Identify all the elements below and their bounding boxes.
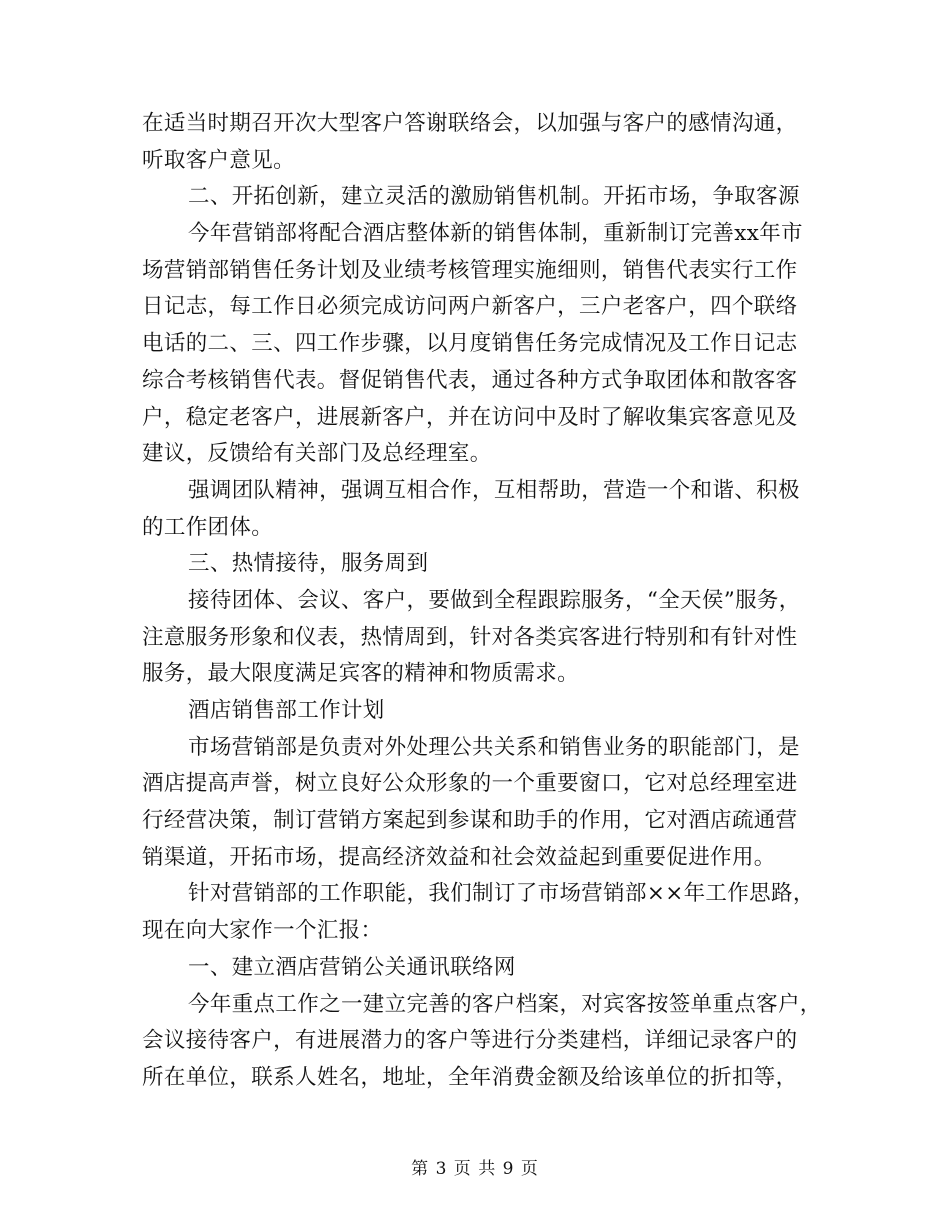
text-line: 销渠道，开拓市场，提高经济效益和社会效益起到重要促进作用。 [142,844,776,870]
text-line: 市场营销部是负责对外处理公共关系和销售业务的职能部门，是 [188,734,800,760]
text-line: 二、开拓创新，建立灵活的激励销售机制。开拓市场，争取客源 [188,184,800,210]
text-line: 行经营决策，制订营销方案起到参谋和助手的作用，它对酒店疏通营 [142,808,798,834]
text-line: 今年重点工作之一建立完善的客户档案，对宾客按签单重点客户， [188,991,822,1017]
text-line: 三、热情接待，服务周到 [188,551,429,577]
text-line: 针对营销部的工作职能，我们制订了市场营销部××年工作思路， [188,881,815,907]
text-line: 的工作团体。 [142,514,274,540]
text-line: 听取客户意见。 [142,147,295,173]
text-line: 酒店提高声誉，树立良好公众形象的一个重要窗口，它对总经理室进 [142,771,798,797]
text-line: 今年营销部将配合酒店整体新的销售体制，重新制订完善xx年市 [188,221,803,247]
text-line: 现在向大家作一个汇报： [142,918,383,944]
text-line: 电话的二、三、四工作步骤，以月度销售任务完成情况及工作日记志 [142,331,798,357]
text-line: 日记志，每工作日必须完成访问两户新客户，三户老客户，四个联络 [142,294,798,320]
text-line: 服务，最大限度满足宾客的精神和物质需求。 [142,661,580,687]
text-line: 强调团队精神，强调互相合作，互相帮助，营造一个和谐、积极 [188,477,800,503]
text-line: 一、建立酒店营销公关通讯联络网 [188,954,516,980]
text-line: 户，稳定老客户，进展新客户，并在访问中及时了解收集宾客意见及 [142,404,798,430]
text-line: 在适当时期召开次大型客户答谢联络会，以加强与客户的感情沟通， [142,111,798,136]
text-line: 酒店销售部工作计划 [188,698,385,723]
page-footer: 第 3 页 共 9 页 [411,1159,539,1179]
document-body [142,106,822,1097]
text-line: 注意服务形象和仪表，热情周到，针对各类宾客进行特别和有针对性 [142,624,798,650]
text-line: 场营销部销售任务计划及业绩考核管理实施细则，销售代表实行工作 [142,257,798,283]
text-line: 所在单位，联系人姓名，地址，全年消费金额及给该单位的折扣等， [142,1064,798,1090]
text-line: 会议接待客户，有进展潜力的客户等进行分类建档，详细记录客户的 [142,1028,798,1054]
text-line: 接待团体、会议、客户，要做到全程跟踪服务，“全天侯”服务， [188,587,801,613]
text-line: 综合考核销售代表。督促销售代表，通过各种方式争取团体和散客客 [142,367,798,393]
text-line: 建议，反馈给有关部门及总经理室。 [142,441,492,467]
